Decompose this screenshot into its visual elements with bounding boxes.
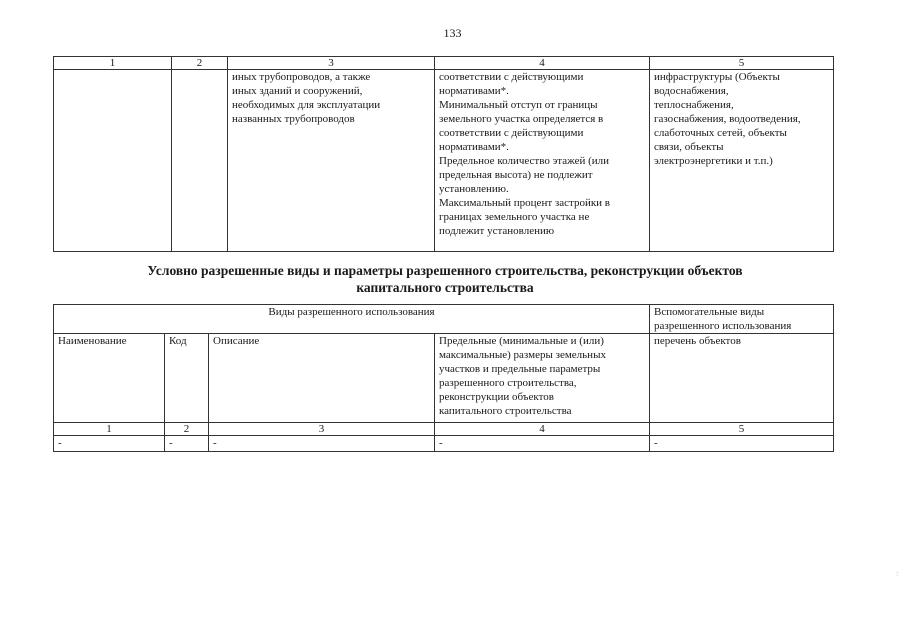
header-number-1: 1 xyxy=(54,57,172,70)
cell-object-list: - xyxy=(650,436,834,452)
group-header-row xyxy=(54,305,834,334)
conditional-uses-table xyxy=(53,304,834,452)
cell-name xyxy=(54,70,172,252)
cell-parameters: - xyxy=(435,436,650,452)
group-header-permitted-uses: Виды разрешенного использования xyxy=(54,305,650,334)
cell-code xyxy=(172,70,228,252)
header-number-5: 5 xyxy=(650,57,834,70)
header-number-5: 5 xyxy=(650,423,834,436)
cell-description: иных трубопроводов, а также иных зданий и сооружений, необходимых для эксплуатации названных трубопроводов xyxy=(228,70,435,252)
cell-name: - xyxy=(54,436,165,452)
page-number: 133 xyxy=(443,26,462,40)
cell-description: - xyxy=(209,436,435,452)
col-header-object-list: перечень объектов xyxy=(650,334,834,423)
cell-code: - xyxy=(165,436,209,452)
section-heading: Условно разрешенные виды и параметры разрешенного строительства, реконструкции объектов капитального строительства xyxy=(147,263,743,295)
margin-mark: ᵢ ᵢ xyxy=(895,572,901,576)
header-number-2: 2 xyxy=(172,57,228,70)
col-header-parameters: Предельные (минимальные и (или) максимальные) размеры земельных участков и предельные параметры разрешенного строительства, реконструкции объектов капитального строительства xyxy=(435,334,650,423)
header-number-4: 4 xyxy=(435,57,650,70)
cell-auxiliary-objects: инфраструктуры (Объекты водоснабжения, теплоснабжения, газоснабжения, водоотведения, слаботочных сетей, объекты связи, объекты электроэнергетики и т.п.) xyxy=(650,70,834,252)
header-number-1: 1 xyxy=(54,423,165,436)
table-header-numbers-row xyxy=(54,57,834,70)
header-number-4: 4 xyxy=(435,423,650,436)
continuation-table xyxy=(53,56,834,252)
group-header-auxiliary-uses: Вспомогательные виды разрешенного использования xyxy=(650,305,834,334)
column-header-row xyxy=(54,334,834,423)
table-row xyxy=(54,70,834,252)
table-row xyxy=(54,436,834,452)
header-numbers-row xyxy=(54,423,834,436)
header-number-3: 3 xyxy=(228,57,435,70)
header-number-3: 3 xyxy=(209,423,435,436)
col-header-description: Описание xyxy=(209,334,435,423)
col-header-name: Наименование xyxy=(54,334,165,423)
header-number-2: 2 xyxy=(165,423,209,436)
cell-parameters: соответствии с действующими нормативами*. Минимальный отступ от границы земельного участка определяется в соответствии с действующими нормативами*. Предельное количество этажей (или предельная высота) не подлежит установлению. Максимальный процент застройки в границах земельного участка не подлежит установлению xyxy=(435,70,650,252)
col-header-code: Код xyxy=(165,334,209,423)
